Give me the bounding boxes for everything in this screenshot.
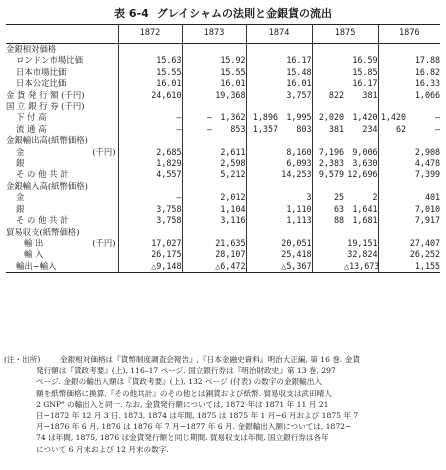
- table-cell: 62: [378, 124, 406, 135]
- table-cell: 1,681: [352, 215, 378, 226]
- table-cell: [182, 44, 212, 56]
- table-cell: [378, 227, 406, 238]
- table-cell: [182, 169, 212, 180]
- table-cell: 15.63: [156, 55, 182, 66]
- table-cell: [246, 78, 278, 89]
- year-header: 1875: [312, 25, 378, 44]
- table-cell: [246, 101, 278, 112]
- row-label: 銀: [16, 158, 25, 169]
- table-cell: [312, 238, 344, 249]
- table-cell: [378, 249, 406, 260]
- table-cell: 7,399: [414, 169, 441, 180]
- row-label: 金銀輸出高(紙幣価格): [6, 135, 88, 146]
- table-cell: 17.88: [414, 55, 441, 66]
- table-cell: 853: [230, 123, 246, 134]
- table-row: [6, 78, 440, 89]
- table-body: [6, 44, 440, 273]
- table-cell: [148, 227, 182, 238]
- table-cell: [344, 181, 378, 192]
- year-header: 1876: [378, 25, 440, 44]
- table-cell: 88: [312, 215, 344, 226]
- row-label: 金: [16, 192, 25, 203]
- table-cell: [148, 135, 182, 146]
- table-title: [0, 5, 446, 21]
- table-cell: [118, 238, 148, 249]
- table-cell: [118, 78, 148, 89]
- table-cell: 15.55: [220, 66, 246, 77]
- table-cell: [378, 192, 406, 203]
- table-cell: 26,175: [151, 249, 182, 260]
- table-cell: [118, 55, 148, 66]
- table-cell: [118, 147, 148, 158]
- table-cell: 26,252: [409, 249, 441, 260]
- table-cell: [118, 124, 148, 135]
- table-cell: [212, 101, 246, 112]
- table-cell: [378, 204, 406, 215]
- row-label: 金銀輸入高(紙幣価格): [6, 180, 88, 191]
- note-line: 額を紙幣価格に換算.『その他共計』のその他とは銅貨および紙幣. 貿易収支は武田晴人: [36, 388, 332, 398]
- table-cell: [378, 101, 406, 112]
- table-cell: [118, 169, 148, 180]
- table-cell: 3,758: [156, 203, 182, 214]
- table-cell: 2,611: [220, 146, 246, 157]
- table-cell: [278, 181, 312, 192]
- table-cell: 2,012: [220, 192, 246, 203]
- table-row: [6, 135, 440, 146]
- table-cell: 2,685: [156, 146, 182, 157]
- note-line: 発行額は『貨政考要』(上), 116–17 ページ. 国立銀行券は『明治財政史』第 13 巻, 297: [36, 366, 336, 376]
- table-cell: [118, 90, 148, 101]
- note-line: 日−1872 年 12 月 3 日. 1873, 1874 は年間, 1875 は 1875 年 1 月−6 月および 1875 年 7: [36, 411, 359, 421]
- table-cell: —: [435, 112, 441, 123]
- table-cell: [344, 44, 378, 56]
- table-cell: [312, 101, 344, 112]
- row-label: 金 貨 発 行 額 (千円): [6, 89, 85, 100]
- table-cell: 7,917: [414, 215, 441, 226]
- table-row: [6, 249, 440, 260]
- table-cell: 21,635: [215, 237, 246, 248]
- unit-caption: (千円): [92, 146, 116, 157]
- table-cell: [246, 158, 278, 169]
- table-cell: [378, 158, 406, 169]
- table-cell: 8,160: [286, 146, 312, 157]
- table-cell: 2,908: [414, 146, 441, 157]
- table-cell: [212, 44, 246, 56]
- table-cell: [246, 238, 278, 249]
- table-cell: [246, 90, 278, 101]
- table-cell: [148, 101, 182, 112]
- table-cell: [312, 181, 344, 192]
- table-cell: 15.92: [220, 55, 246, 66]
- table-cell: —: [176, 123, 182, 134]
- table-cell: [406, 44, 440, 56]
- note-line: ページ. 金銀の輸出入額は『貨政考要』(上), 132 ページ (付表) の数字の金銀輸出入: [36, 377, 322, 387]
- table-cell: [182, 181, 212, 192]
- table-cell: [278, 101, 312, 112]
- table-cell: [344, 227, 378, 238]
- table-cell: [246, 169, 278, 180]
- table-cell: 27,407: [409, 237, 441, 248]
- table-row: [6, 181, 440, 192]
- table-cell: 1,357: [246, 124, 278, 135]
- table-cell: [118, 67, 148, 78]
- table-cell: 16.01: [286, 78, 312, 89]
- table-row: [6, 204, 440, 215]
- table-cell: 63: [312, 204, 344, 215]
- table-cell: [118, 112, 148, 123]
- table-cell: [378, 78, 406, 89]
- table-row: [6, 67, 440, 78]
- table-cell: [312, 44, 344, 56]
- table-cell: 2,383: [312, 158, 344, 169]
- table-cell: [118, 181, 148, 192]
- row-label: 下 付 高: [16, 112, 47, 123]
- table-cell: 1,104: [220, 203, 246, 214]
- table-cell: [212, 135, 246, 146]
- note-line: 74 は年間, 1875, 1876 は金貨発行額と同じ期間. 貿易収支は年間, 国立銀行券は各年: [36, 433, 329, 443]
- table-cell: 3,116: [220, 215, 246, 226]
- row-label: そ の 他 共 計: [16, 169, 69, 180]
- table-cell: 32,824: [347, 249, 378, 260]
- header-row: [6, 25, 440, 44]
- row-label: [6, 238, 118, 249]
- table-cell: [148, 44, 182, 56]
- table-cell: [378, 181, 406, 192]
- table-note: [4, 354, 444, 455]
- year-header: 1874: [246, 25, 312, 44]
- table-caption: グレイシャムの法則と金銀貨の流出: [156, 7, 332, 20]
- table-cell: 15.85: [352, 66, 378, 77]
- table-cell: [182, 238, 212, 249]
- row-label: 国 立 銀 行 券 (千円): [6, 101, 85, 112]
- table-cell: —: [176, 112, 182, 123]
- table-cell: [312, 78, 344, 89]
- row-label-text: 輸 出: [24, 237, 44, 248]
- note-line: 2 GNP" の輸出入と同一. なお, 金貨発行額については, 1872 年は 1871 年 11 月 21: [36, 399, 329, 409]
- table-cell: 16.33: [414, 78, 441, 89]
- table-cell: 28,107: [215, 249, 246, 260]
- table-cell: [344, 135, 378, 146]
- year-header: 1873: [182, 25, 246, 44]
- table-cell: 20,051: [281, 237, 312, 248]
- table-cell: [182, 55, 212, 66]
- table-cell: [378, 261, 406, 273]
- table-cell: [182, 158, 212, 169]
- table-cell: 7,196: [312, 147, 344, 158]
- table-row: [6, 238, 440, 249]
- table-cell: [406, 181, 440, 192]
- row-label: 金銀相対価格: [6, 44, 57, 54]
- table-cell: [246, 227, 278, 238]
- table-cell: [378, 147, 406, 158]
- table-cell: [246, 204, 278, 215]
- table-row: [6, 90, 440, 101]
- table-cell: —: [182, 112, 212, 123]
- table-cell: 3: [306, 192, 312, 203]
- table-cell: [312, 261, 344, 273]
- table-cell: 381: [312, 124, 344, 135]
- table-cell: △5,367: [278, 261, 312, 273]
- table-cell: [182, 261, 212, 273]
- table-cell: [312, 135, 344, 146]
- table-cell: 14,253: [281, 169, 312, 180]
- row-label-text: 金: [16, 146, 25, 157]
- table-row: [6, 147, 440, 158]
- table-cell: [406, 101, 440, 112]
- table-cell: 1,896: [246, 112, 278, 123]
- table-cell: [118, 215, 148, 226]
- row-label: 流 通 高: [16, 123, 47, 134]
- table-cell: [182, 135, 212, 146]
- table-cell: 3,757: [286, 89, 312, 100]
- table-cell: 3,758: [156, 215, 182, 226]
- table-cell: [312, 67, 344, 78]
- table-cell: [182, 90, 212, 101]
- row-label: そ の 他 共 計: [16, 215, 69, 226]
- table-cell: 1,829: [156, 158, 182, 169]
- table-cell: [212, 227, 246, 238]
- table-cell: △13,673: [344, 260, 380, 271]
- table-cell: [378, 135, 406, 146]
- note-line: 月−1876 年 6 月, 1876 は 1876 年 7 月−1877 年 6 月. 金銀輸出入額については, 1872−: [36, 422, 352, 432]
- table-row: [6, 55, 440, 66]
- table-cell: 381: [362, 89, 378, 100]
- table-cell: 25: [312, 192, 344, 203]
- table-cell: [378, 238, 406, 249]
- table-cell: [182, 147, 212, 158]
- table-cell: 6,093: [286, 158, 312, 169]
- table-cell: [118, 227, 148, 238]
- table-cell: 17,027: [151, 237, 182, 248]
- table-cell: [378, 215, 406, 226]
- table-cell: [182, 101, 212, 112]
- table-cell: [182, 192, 212, 203]
- table-cell: 15.48: [286, 66, 312, 77]
- table-cell: 16.17: [352, 78, 378, 89]
- table-cell: 16.01: [220, 78, 246, 89]
- table-cell: [246, 215, 278, 226]
- table-row: [6, 124, 440, 135]
- table-row: [6, 192, 440, 203]
- table-cell: △9,148: [148, 261, 182, 273]
- table-cell: 16.17: [286, 55, 312, 66]
- row-label: 日本市場比価: [16, 66, 67, 77]
- table-cell: 1,066: [414, 89, 441, 100]
- table-cell: [182, 204, 212, 215]
- table-cell: 234: [362, 123, 378, 134]
- table-cell: [118, 249, 148, 260]
- table-cell: 822: [312, 90, 344, 101]
- table-cell: [118, 101, 148, 112]
- table-cell: 1,420: [352, 112, 378, 123]
- unit-caption: (千円): [92, 237, 116, 248]
- table-cell: 3,630: [352, 158, 378, 169]
- row-label: 貿易収支(紙幣価格): [6, 226, 80, 237]
- table-cell: [312, 227, 344, 238]
- year-header: 1872: [118, 25, 182, 44]
- table-cell: [118, 261, 148, 273]
- table-number: 表 6-4: [114, 7, 149, 20]
- table-cell: 16.01: [156, 78, 182, 89]
- note-label: (注・出所): [4, 355, 41, 364]
- table-cell: [378, 44, 406, 56]
- table-cell: [278, 227, 312, 238]
- note-line: 金銀相対価格は『貨幣制度調査会報告』,『日本金融史資料』明治大正編, 第 16 巻. 金貨: [60, 355, 360, 364]
- table-cell: 1,641: [352, 203, 378, 214]
- table-cell: [182, 78, 212, 89]
- header-blank: [6, 25, 118, 44]
- table-cell: 1,110: [286, 203, 312, 214]
- table-cell: [406, 135, 440, 146]
- table-cell: [278, 44, 312, 56]
- table-cell: [378, 55, 406, 66]
- table-cell: 5,212: [220, 169, 246, 180]
- table-cell: 803: [296, 123, 312, 134]
- table-cell: [406, 227, 440, 238]
- table-cell: 4,557: [156, 169, 182, 180]
- table-cell: [182, 67, 212, 78]
- table-cell: 9,006: [352, 146, 378, 157]
- table-cell: [118, 158, 148, 169]
- data-table: [6, 24, 440, 273]
- table-cell: 2: [372, 192, 378, 203]
- table-cell: 2,598: [220, 158, 246, 169]
- table-cell: [118, 44, 148, 56]
- table-cell: [246, 181, 278, 192]
- row-label: 輸 入: [24, 249, 44, 260]
- table-cell: [118, 135, 148, 146]
- table-row: [6, 158, 440, 169]
- table-cell: [118, 192, 148, 203]
- table-cell: [312, 55, 344, 66]
- table-cell: —: [182, 124, 212, 135]
- table-cell: △6,472: [212, 261, 246, 273]
- table-cell: [182, 215, 212, 226]
- table-cell: —: [176, 192, 182, 203]
- table-cell: 4,478: [414, 158, 441, 169]
- table-cell: [278, 135, 312, 146]
- table-cell: [378, 169, 406, 180]
- table-row: [6, 215, 440, 226]
- table-cell: —: [435, 123, 441, 134]
- row-label: 輸出−輸入: [6, 261, 118, 273]
- table-cell: [378, 67, 406, 78]
- table-cell: [246, 249, 278, 260]
- table-cell: [378, 90, 406, 101]
- table-cell: [148, 181, 182, 192]
- table-cell: 1,113: [286, 215, 312, 226]
- table-cell: [344, 101, 378, 112]
- table-cell: 19,368: [215, 89, 246, 100]
- table-cell: [118, 204, 148, 215]
- row-label: 銀: [16, 203, 25, 214]
- table-cell: [246, 55, 278, 66]
- table-cell: [182, 249, 212, 260]
- note-body: [36, 354, 444, 455]
- table-row: [6, 112, 440, 123]
- table-row: [6, 227, 440, 238]
- table-cell: 12,696: [347, 169, 378, 180]
- table-cell: [182, 227, 212, 238]
- table-cell: 1,420: [378, 112, 406, 123]
- table-cell: [246, 147, 278, 158]
- table-cell: [212, 181, 246, 192]
- table-cell: 25,418: [281, 249, 312, 260]
- table-cell: 24,610: [151, 89, 182, 100]
- table-row: [6, 44, 440, 56]
- table-cell: [246, 67, 278, 78]
- table-cell: [312, 249, 344, 260]
- table-cell: [246, 192, 278, 203]
- table-row: [6, 169, 440, 180]
- table-row: [6, 101, 440, 112]
- table-cell: 1,995: [286, 112, 312, 123]
- note-line: について 6 月末および 12 月末の数字.: [36, 444, 169, 454]
- table-cell: 1,362: [220, 112, 246, 123]
- table-cell: 1,155: [406, 261, 440, 273]
- table-cell: [246, 261, 278, 273]
- table-cell: 9,579: [312, 169, 344, 180]
- table-cell: 401: [424, 192, 441, 203]
- table-cell: 7,010: [414, 203, 441, 214]
- table-cell: [246, 135, 278, 146]
- table-cell: 16.59: [352, 55, 378, 66]
- table-row: [6, 261, 440, 273]
- table-cell: 19,151: [347, 237, 378, 248]
- table-cell: 16.82: [414, 66, 441, 77]
- row-label: 日本公定比価: [16, 78, 67, 89]
- table-cell: 15.55: [156, 66, 182, 77]
- table-cell: [246, 44, 278, 56]
- row-label: ロンドン市場比価: [16, 55, 83, 66]
- row-label: [6, 147, 118, 158]
- table-cell: 2,020: [312, 112, 344, 123]
